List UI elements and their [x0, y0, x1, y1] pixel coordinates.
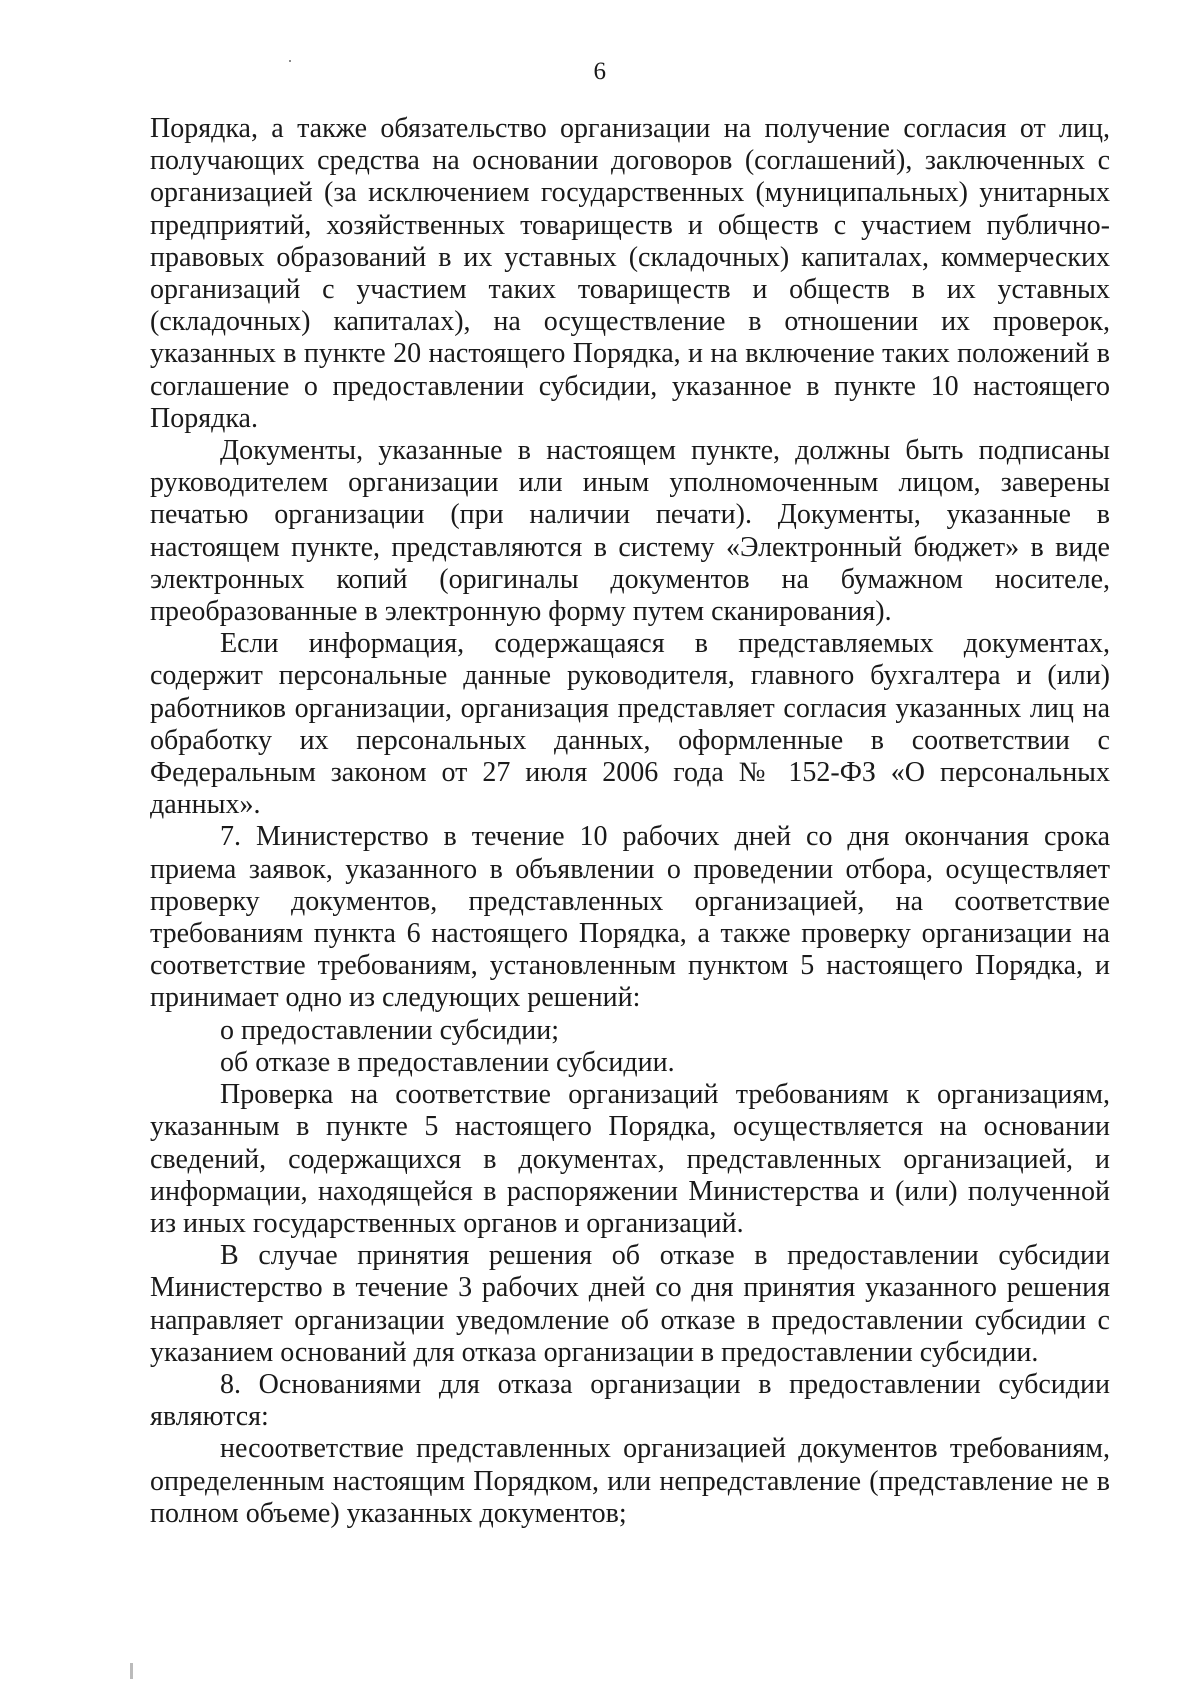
decision-option-grant: о предоставлении субсидии;: [220, 1014, 559, 1046]
paragraph-compliance-check: Проверка на соответствие организаций требованиям к организациям, указанным в пункте 5 настоящего Порядка, осуществляется на основании сведений, содержащихся в документах, представленных организацией, и информации, находящейся в распоряжении Министерства и (или) полученной из иных государственных органов и организаций.: [150, 1079, 1110, 1239]
paragraph-refusal-notice: В случае принятия решения об отказе в предоставлении субсидии Министерство в течение 3 рабочих дней со дня принятия указанного решения направляет организации уведомление об отказе в предоставлении субсидии с указанием оснований для отказа организации в предоставлении субсидии.: [150, 1240, 1110, 1368]
document-body: [150, 113, 1110, 1530]
paragraph-item-8: 8. Основаниями для отказа организации в предоставлении субсидии являются:: [150, 1368, 1110, 1433]
paragraph-item-7: 7. Министерство в течение 10 рабочих дней со дня окончания срока приема заявок, указанного в объявлении о проведении отбора, осуществляет проверку документов, представленных организацией, на соответствие требованиям пункта 6 настоящего Порядка, а также проверку организации на соответствие требованиям, установленным пунктом 5 настоящего Порядка, и принимает одно из следующих решений:: [150, 821, 1110, 1014]
page-number: 6: [593, 58, 607, 85]
paragraph-personal-data: Если информация, содержащаяся в представляемых документах, содержит персональные данные руководителя, главного бухгалтера и (или) работников организации, организация представляет согласия указанных лиц на обработку их персональных данных, оформленные в соответствии с Федеральным законом от 27 июля 2006 года № 152-ФЗ «О персональных данных».: [150, 628, 1110, 821]
paragraph-documents-signing: Документы, указанные в настоящем пункте, должны быть подписаны руководителем организации или иным уполномоченным лицом, заверены печатью организации (при наличии печати). Документы, указанные в настоящем пункте, представляются в систему «Электронный бюджет» в виде электронных копий (оригиналы документов на бумажном носителе, преобразованные в электронную форму путем сканирования).: [150, 435, 1110, 628]
decision-option-refusal: об отказе в предоставлении субсидии.: [220, 1046, 675, 1078]
refusal-ground-1: несоответствие представленных организацией документов требованиям, определенным настоящим Порядком, или непредставление (представление не в полном объеме) указанных документов;: [150, 1433, 1110, 1529]
paragraph-continuation: Порядка, а также обязательство организации на получение согласия от лиц, получающих средства на основании договоров (соглашений), заключенных с организацией (за исключением государственных (муниципальных) унитарных предприятий, хозяйственных товариществ и обществ с участием публично-правовых образований в их уставных (складочных) капиталах, коммерческих организаций с участием таких товариществ и обществ в их уставных (складочных) капиталах), на осуществление в отношении их проверок, указанных в пункте 20 настоящего Порядка, и на включение таких положений в соглашение о предоставлении субсидии, указанное в пункте 10 настоящего Порядка.: [150, 113, 1110, 434]
scan-margin-mark: [130, 1663, 133, 1679]
